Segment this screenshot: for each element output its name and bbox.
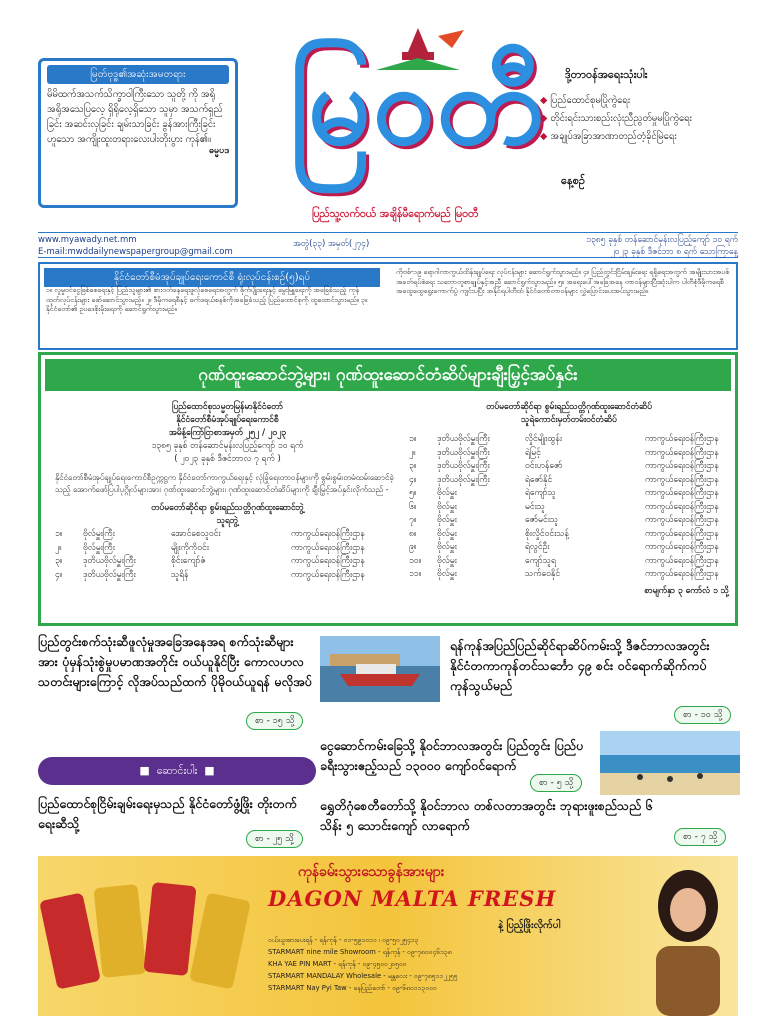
award-row: [409, 541, 729, 555]
drink-can-image: [39, 892, 101, 989]
awards-left-column: [55, 401, 400, 582]
drink-can-image: [189, 892, 251, 989]
news-headline-fuel[interactable]: ပြည်တွင်းစက်သုံးဆီဖူလုံမှုအခြေအနေအရ စက်သုံးဆီများအား ပုံမှန်သုံးစွဲမှုပမာဏအတိုင်း ဝယ်ယူနိုင်ပြီး ကောလဟလသတင်းများကြောင့် လိုအပ်သည်ထက် ပိုမိုဝယ်ယူရန် မလိုအပ်: [38, 634, 312, 689]
page-ref-badge[interactable]: စာ - ၂၅ သို့: [246, 830, 303, 848]
award-cell-b: ရဲဇော်နိုင်: [525, 474, 553, 485]
award-cell-a: ဗိုလ်မှူး: [437, 569, 457, 579]
beach-image: [600, 731, 740, 795]
drink-can-image: [143, 882, 196, 976]
website-link[interactable]: www.myawady.net.mm: [38, 235, 137, 245]
award-sub-heading: တပ်မတော်ဆိုင်ရာ စွမ်းရည်သတ္တိဂုဏ်ထူးဆောင်ဘွဲ့: [151, 503, 304, 513]
awards-panel: [38, 352, 738, 626]
duties-heading: ဒို့တာဝန်အရေးသုံးပါး: [565, 68, 648, 81]
duty-item: ◆ အချုပ်အခြာအာဏာတည်တံ့ခိုင်မြဲရေး: [540, 128, 750, 146]
award-cell-b: ကျော်သူရ: [525, 555, 556, 566]
award-row: [409, 555, 729, 569]
news-headline-beach[interactable]: ငွေဆောင်ကမ်းခြေသို့ နိုဝင်ဘာလအတွင်း ပြည်တွင်း ပြည်ပခရီးသွားဧည့်သည် ၁၃၀၀၀ ကျော်ဝင်ရောက်: [320, 738, 584, 773]
award-cell-n: ၄။: [409, 474, 417, 485]
award-row: [409, 474, 729, 488]
award-cell-n: ၆။: [409, 501, 417, 512]
award-cell-c: ကာကွယ်ရေးဝန်ကြီးဌာန: [291, 569, 365, 580]
info-bar: [38, 232, 738, 258]
ad-heading: ကုန်ခမ်းသွားသောခွန်အားများ: [298, 864, 445, 880]
award-cell-c: ကာကွယ်ရေးဝန်ကြီးဌာန: [291, 529, 365, 539]
award-row: [409, 528, 729, 542]
council-objectives-box: [38, 262, 738, 350]
award-cell-a: ဗိုလ်မှူး: [437, 542, 457, 552]
award-cell-b: အောင်စေသူဝင်း: [171, 529, 221, 539]
ad-store-line: ဝယ်ယူအားပေးရန် - ရန်ကုန် - ၀၁-၅၉၁၀၁၁ ၊ ၀၉-၅၀၂၅၄၁၃: [268, 936, 419, 944]
award-cell-c: ကာကွယ်ရေးဝန်ကြီးဌာန: [645, 569, 719, 579]
award-cell-b: စိုင်းကျော်ဇံ: [171, 556, 206, 566]
award-cell-b: ရဲကျော်သူ: [525, 488, 556, 498]
award-cell-c: ကာကွယ်ရေးဝန်ကြီးဌာန: [645, 528, 719, 539]
award-cell-n: ၃။: [409, 461, 417, 471]
award-cell-n: ၁။: [55, 529, 63, 539]
quote-body: မိမိထက်အသက်သိက္ခာဝါကြီးသော သူတို့ ကို အရိုအရိုအသေပြလေ့ ရှိရိုလေ့ရှိသော သူမှာ အသက်ရှည်ခြင်း အဆင်းလှခြင်း ချမ်းသာခြင်း ခွန်အားကြီးခြင်းဟူသော အကျိုးထူးတရားလေးပါးတိုးပွား ကုန်၏။: [47, 89, 223, 145]
award-cell-c: ကာကွယ်ရေးဝန်ကြီးဌာန: [645, 501, 719, 512]
award-cell-n: ၄။: [55, 569, 63, 580]
award-cell-c: ကာကွယ်ရေးဝန်ကြီးဌာန: [645, 515, 719, 525]
award-cell-c: ကာကွယ်ရေးဝန်ကြီးဌာန: [645, 474, 719, 485]
award-cell-a: ဗိုလ်မှူး: [437, 488, 457, 498]
award-cell-c: ကာကွယ်ရေးဝန်ကြီးဌာန: [645, 542, 719, 552]
quote-author: ဓမ္မပဒ: [208, 146, 229, 156]
order-heading: အမိန့်ကြော်ငြာစာအမှတ် ၂၅၂ / ၂၀၂၃: [169, 428, 286, 438]
ad-store-line: STARMART Nay Pyi Taw - နေပြည်တော် - ၀၉-၆၈၀၁၁၃၀၀၀: [268, 984, 437, 992]
award-cell-c: ကာကွယ်ရေးဝန်ကြီးဌာန: [645, 461, 719, 471]
award-cell-c: ကာကွယ်ရေးဝန်ကြီးဌာန: [291, 542, 365, 553]
port-ship-image: [320, 636, 440, 702]
objectives-title: နိုင်ငံတော်စီမံအုပ်ချုပ်ရေးကောင်စီ ရုံးလုပ်ငန်းစဉ်(၅)ရပ်: [44, 268, 380, 287]
news-headline-port[interactable]: ရန်ကုန်အပြည်ပြည်ဆိုင်ရာဆိပ်ကမ်းသို့ ဒီဇင်ဘာလအတွင်း နိုင်ငံတကာကုန်တင်သင်္ဘော ၄၉ စင်း ဝင်ရောက်ဆိုက်ကပ်ကုန်သွယ်မည်: [450, 638, 710, 693]
award-heading: သူရဲကောင်းမှတ်တမ်းဝင်တံဆိပ်: [521, 415, 617, 425]
award-cell-b: သက်ဝေနိုင်: [525, 569, 561, 579]
objectives-left-text: ၁။ လူမှုဝင်ငွေဖြစ်စေရေးနှင့် ပြည်သူများ၏ စားဝတ်နေရေးဖူလုံစေရေးအတွက် စိုက်ပျိုးရေးနှင့် မွေးမြူရေးကို အခြေခံသည့် ကုန်ထုတ်လုပ်ငန်းများ ဖော်ဆောင်သွားမည်။ ၂။ ဒီမိုကရေစီနှင့် ဖက်ဒရယ်စနစ်ကိုအခြေခံသည့် ပြည်ထောင်စုကို ထူထောင်သွားမည်။ ၃။ နိုင်ငံတော်၏ ဥပဒေစိုးမိုးရေးကို ဆောင်ရွက်သွားမည်။: [46, 286, 368, 313]
ad-brand: DAGON MALTA FRESH: [268, 886, 557, 911]
award-cell-a: ဒုတိယဗိုလ်မှူးကြီး: [83, 556, 136, 566]
award-cell-a: ဗိုလ်မှူး: [437, 555, 457, 566]
award-row: [409, 501, 729, 515]
award-row: [55, 528, 400, 542]
page-ref-badge[interactable]: စာ - ၁၅ သို့: [246, 712, 303, 730]
model-portrait-image: [638, 866, 738, 1016]
continued-page-link[interactable]: စာမျက်နှာ ၃ ကော်လံ ၁ သို့: [644, 585, 729, 596]
award-cell-n: ၅။: [409, 488, 417, 498]
award-cell-n: ၈။: [409, 528, 417, 539]
award-row: [409, 568, 729, 582]
news-headline-peace[interactable]: ပြည်ထောင်စုငြိမ်းချမ်းရေးမှသည် နိုင်ငံတော်ဖွံ့ဖြိုး တိုးတက်ရေးဆီသို့: [38, 796, 297, 831]
award-cell-a: ဒုတိယဗိုလ်မှူးကြီး: [437, 474, 490, 485]
page-ref-badge[interactable]: စာ - ၇ သို့: [674, 828, 726, 846]
award-cell-n: ၂။: [409, 447, 416, 458]
award-row: [409, 460, 729, 474]
award-cell-c: ကာကွယ်ရေးဝန်ကြီးဌာန: [645, 434, 719, 444]
three-duties: [540, 68, 750, 146]
award-cell-n: ၁။: [409, 434, 417, 444]
articles-label: ဆောင်းပါး: [156, 764, 198, 777]
award-sub-heading: သူရဘွဲ့: [216, 516, 239, 526]
award-row: [409, 487, 729, 501]
awards-title: ဂုဏ်ထူးဆောင်ဘွဲ့များ၊ ဂုဏ်ထူးဆောင်တံဆိပ်များချီးမြှင့်အပ်နှင်း: [45, 359, 731, 391]
drink-can-image: [93, 884, 146, 978]
volume-number: အတွဲ(၃၃) အမှတ်(၂၇၄): [293, 239, 370, 249]
award-cell-n: ၃။: [55, 556, 63, 566]
order-date: ၁၃၈၅ ခုနှစ် တန်ဆောင်မုန်းလပြည့်ကျော် ၁၀ ရက်: [151, 441, 304, 451]
award-heading: တပ်မတော်ဆိုင်ရာ စွမ်းရည်သတ္တိဂုဏ်ထူးဆောင်တံဆိပ်: [486, 402, 652, 412]
order-heading: ပြည်ထောင်စုသမ္မတမြန်မာနိုင်ငံတော်: [172, 402, 283, 412]
masthead-title: မြဝတီ: [289, 40, 546, 169]
award-cell-c: ကာကွယ်ရေးဝန်ကြီးဌာန: [645, 488, 719, 498]
masthead-daily-tag: နေ့စဉ်: [561, 174, 585, 187]
award-row: [409, 514, 729, 528]
award-cell-a: ဒုတိယဗိုလ်မှူးကြီး: [437, 447, 490, 458]
award-cell-b: ရဲမြင့်: [525, 447, 541, 458]
award-row: [55, 555, 400, 569]
award-cell-a: ဗိုလ်မှူး: [437, 528, 457, 539]
malta-advertisement[interactable]: [38, 856, 738, 1016]
award-cell-b: ဝင်းဟန်ဇော်: [525, 461, 563, 471]
ad-store-list: [268, 934, 628, 994]
award-cell-n: ၂။: [55, 542, 62, 553]
award-cell-a: ဒုတိယဗိုလ်မှူးကြီး: [437, 434, 490, 444]
masthead-slogan: ပြည်သူ့လက်ဝယ် အချိန်မီရောက်မည် မြဝတီ: [250, 208, 540, 228]
award-row: [55, 542, 400, 556]
page-ref-badge[interactable]: စာ - ၁၀ သို့: [674, 706, 731, 724]
award-cell-b: ရဲလွင်ဦး: [525, 542, 550, 552]
award-cell-a: ဒုတိယဗိုလ်မှူးကြီး: [437, 461, 490, 471]
buddha-quote-box: [38, 58, 238, 208]
quote-title: မြတ်ဗုဒ္ဓ၏အဆုံးအမတရား: [47, 65, 229, 84]
date-myanmar: ၁၃၈၅ ခုနှစ် တန်ဆောင်မုန်းလပြည့်ကျော် ၁၀ ရက်: [586, 235, 738, 245]
award-cell-a: ဗိုလ်မှူးကြီး: [83, 529, 115, 539]
awards-right-column: [409, 401, 729, 598]
ad-store-line: STARMART nine mile Showroom - ရန်ကုန် - ၀၉-၇၈၀၀၄၆၁၃၈: [268, 948, 452, 956]
award-cell-a: ဗိုလ်မှူး: [437, 515, 457, 525]
award-cell-n: ၁၁။: [409, 569, 422, 579]
award-cell-n: ၇။: [409, 515, 417, 525]
award-cell-b: ဇော်မင်းသူ: [525, 515, 559, 525]
date-gregorian: ၂၀၂၃ ခုနှစ် ဒီဇင်ဘာ ၈ ရက် သောကြာနေ့: [610, 247, 738, 257]
award-cell-c: ကာကွယ်ရေးဝန်ကြီးဌာန: [291, 556, 365, 566]
email-link[interactable]: E-mail:mwddailynewspapergroup@gmail.com: [38, 247, 233, 257]
award-cell-n: ၁၀။: [409, 555, 422, 566]
order-paragraph: နိုင်ငံတော်စီမံအုပ်ချုပ်ရေးကောင်စီဥက္ကဋ္ဌက နိုင်ငံတော်ကာကွယ်ရေးနှင့် လုံခြုံရေးတာဝန်များကို စွမ်းစွမ်းတမံထမ်းဆောင်ခဲ့သည့် အောက်ဖော်ပြပါပုဂ္ဂိုလ်များအား ဂုဏ်ထူးဆောင်ဘွဲ့များ၊ ဂုဏ်ထူးဆောင်တံဆိပ်များကို ချီးမြှင့်အပ်နှင်းလိုက်သည် -: [55, 473, 394, 494]
award-cell-b: သူရိန်: [171, 569, 189, 580]
award-cell-b: မင်းသူ: [525, 501, 545, 512]
ad-store-line: KHA YAE PIN MART - ရန်ကုန် - ၀၉-၄၅၀၀၂၀၅၀၀: [268, 960, 407, 968]
award-cell-b: မျိုးကိုကိုဝင်း: [171, 542, 209, 553]
award-row: [55, 569, 400, 583]
book-icon: ■: [204, 764, 215, 777]
duty-item: ◆ ပြည်ထောင်စုမပြိုကွဲရေး: [540, 92, 750, 110]
award-row: [409, 433, 729, 447]
book-icon: ■: [139, 764, 150, 777]
award-cell-b: လှိုင်မျိုးထွန်း: [525, 434, 563, 444]
duty-item: ◆ တိုင်းရင်းသားစည်းလုံးညီညွတ်မှုမပြိုကွဲရေး: [540, 110, 750, 128]
articles-banner: [38, 757, 316, 785]
award-cell-c: ကာကွယ်ရေးဝန်ကြီးဌာန: [645, 447, 719, 458]
award-cell-c: ကာကွယ်ရေးဝန်ကြီးဌာန: [645, 555, 719, 566]
award-cell-n: ၉။: [409, 542, 417, 552]
news-headline-pagoda[interactable]: ရွှေတိဂုံစေတီတော်သို့ နိုဝင်ဘာလ တစ်လတာအတွင်း ဘုရားဖူးစည်သည် ၆ သိန်း ၅ သောင်းကျော် လာရောက်: [320, 798, 653, 833]
page-ref-badge[interactable]: စာ - ၅ သို့: [530, 774, 582, 792]
order-heading: နိုင်ငံတော်စီမံအုပ်ချုပ်ရေးကောင်စီ: [176, 415, 279, 425]
masthead: [250, 20, 585, 190]
order-date: ( ၂၀၂၃ ခုနှစ် ဒီဇင်ဘာလ ၇ ရက် ): [174, 454, 281, 464]
ad-subtitle: နဲ့ ပြည့်ဖြိုးလိုက်ပါ: [498, 920, 561, 931]
award-cell-a: ဒုတိယဗိုလ်မှူးကြီး: [83, 569, 136, 580]
ad-store-line: STARMART MANDALAY Wholesale - မန္တလေး - ၀၉-၇၈၅၁၁၂၂၅၅: [268, 972, 458, 980]
award-cell-a: ဗိုလ်မှူး: [437, 501, 457, 512]
award-cell-a: ဗိုလ်မှူးကြီး: [83, 542, 115, 553]
award-cell-b: စိုးလှိုင်ဝင်းသန့်: [525, 528, 569, 539]
objectives-right-text: ကိုဗစ်-၁၉ ရောဂါကာကွယ်ထိန်းချုပ်ရေး လုပ်ငန်းများ ဆောင်ရွက်သွားမည်။ ၄။ ပြည်တွင်းငြိမ်းချမ်းရေး ရရှိရေးအတွက် အမျိုးသားအပစ်အခတ်ရပ်စဲရေး သဘောတူစာချုပ်နှင့်အညီ ဆောင်ရွက်သွားမည်။ ၅။ အရေးပေါ်အခြေအနေ တာဝန်များပြီးဆုံးပါက ပါတီစုံဒီမိုကရေစီ အထွေထွေရွေးကောက်ပွဲ ကျင်းပပြီး အနိုင်ရပါတီထံ နိုင်ငံတော်တာဝန်များ လွှဲပြောင်းပေးအပ်သွားမည်။: [396, 268, 730, 295]
award-row: [409, 447, 729, 461]
